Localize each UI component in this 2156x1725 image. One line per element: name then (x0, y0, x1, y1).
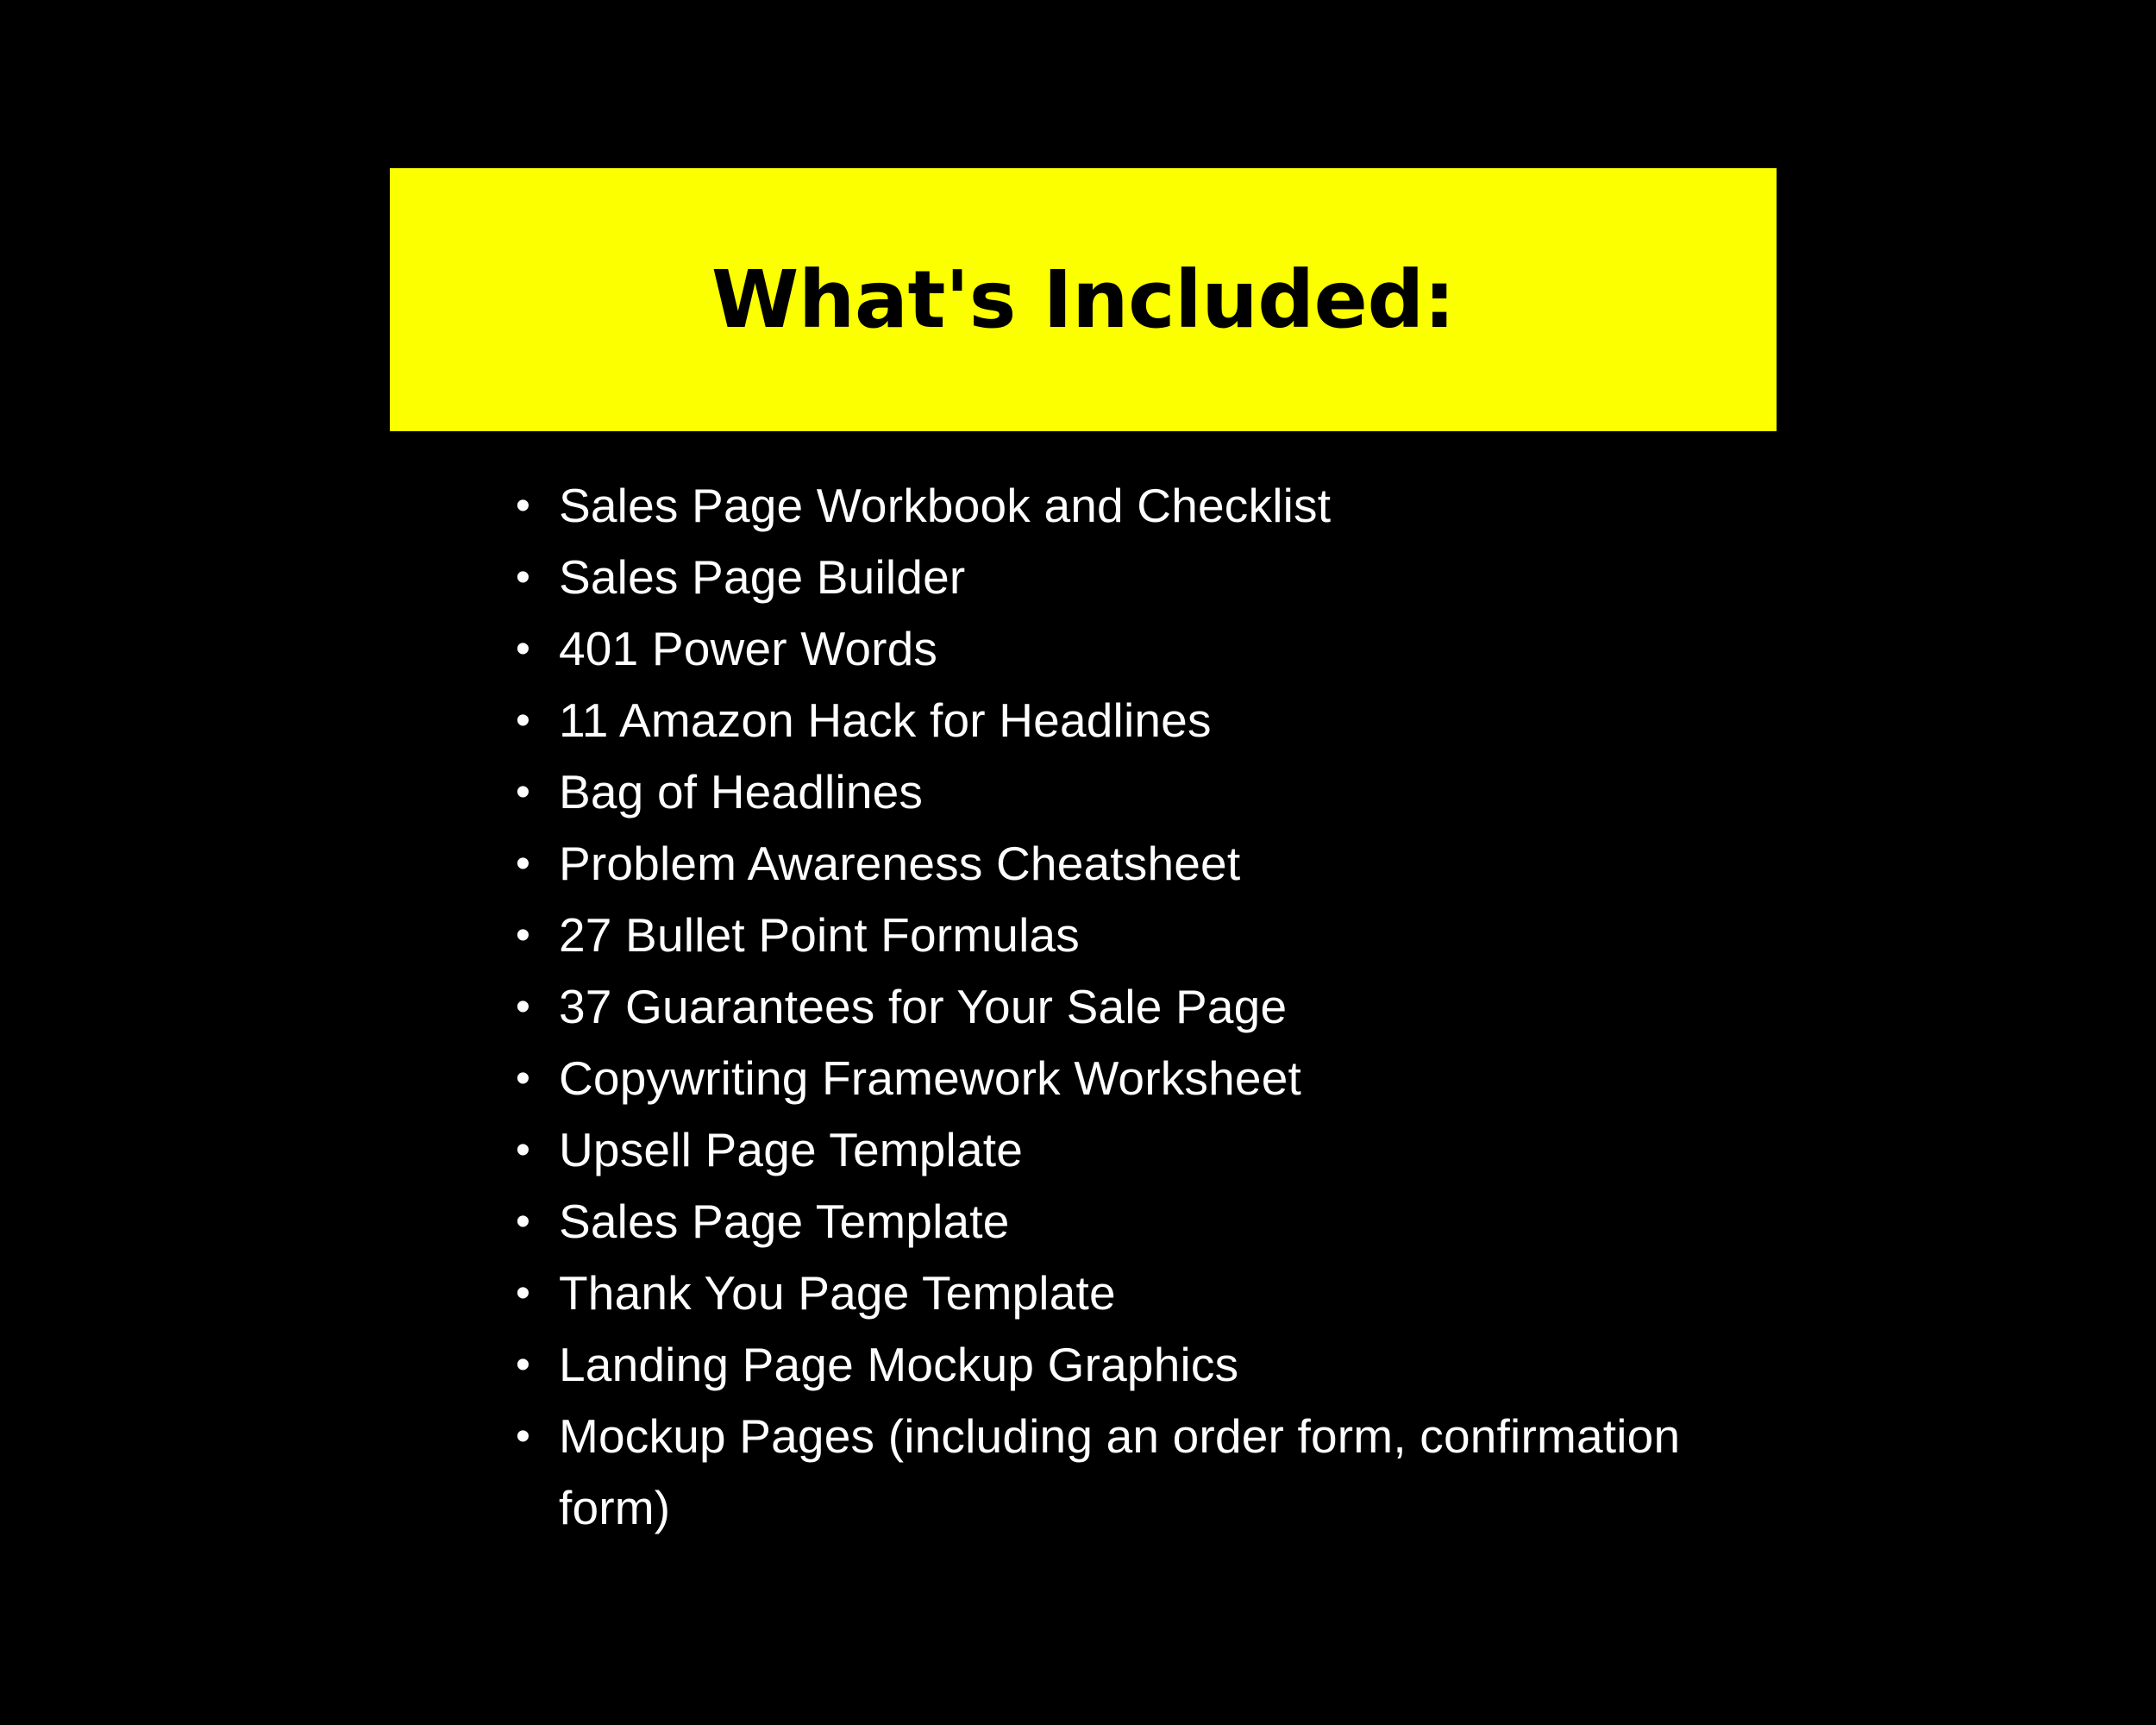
list-item (509, 756, 1802, 828)
list-item (509, 470, 1802, 542)
list-item-label: Bag of Headlines (559, 765, 924, 819)
list-item-label: 11 Amazon Hack for Headlines (559, 693, 1212, 747)
list-item (509, 1401, 1802, 1544)
bullet-icon: • (516, 769, 531, 815)
list-item (509, 542, 1802, 613)
bullet-icon: • (516, 913, 531, 958)
bullet-icon: • (516, 984, 531, 1030)
list-item-label: Sales Page Workbook and Checklist (559, 479, 1332, 532)
list-item (509, 1043, 1802, 1114)
bullet-icon: • (516, 1270, 531, 1316)
list-item-label: 401 Power Words (559, 622, 938, 675)
list-item-label: Mockup Pages (including an order form, confirmation form) (559, 1409, 1681, 1534)
list-item (509, 828, 1802, 900)
list-item (509, 613, 1802, 685)
bullet-icon: • (516, 483, 531, 529)
bullet-icon: • (516, 1342, 531, 1388)
list-item (509, 685, 1802, 756)
bullet-icon: • (516, 626, 531, 672)
title-banner (390, 168, 1777, 431)
bullet-icon: • (516, 1056, 531, 1101)
included-list (509, 470, 1802, 1544)
list-item-label: 27 Bullet Point Formulas (559, 908, 1080, 962)
list-item (509, 971, 1802, 1043)
list-item (509, 900, 1802, 971)
list-item-label: Sales Page Template (559, 1195, 1010, 1248)
page-title: What's Included: (711, 253, 1456, 346)
list-item-label: Landing Page Mockup Graphics (559, 1338, 1239, 1391)
included-list-container (509, 470, 1802, 1544)
bullet-icon: • (516, 841, 531, 887)
bullet-icon: • (516, 1127, 531, 1173)
list-item (509, 1114, 1802, 1186)
bullet-icon: • (516, 555, 531, 600)
list-item-label: Problem Awareness Cheatsheet (559, 837, 1241, 890)
list-item (509, 1186, 1802, 1258)
bullet-icon: • (516, 1199, 531, 1245)
list-item (509, 1258, 1802, 1329)
list-item-label: Upsell Page Template (559, 1123, 1024, 1176)
list-item (509, 1329, 1802, 1401)
list-item-label: Copywriting Framework Worksheet (559, 1051, 1301, 1105)
bullet-icon: • (516, 698, 531, 743)
list-item-label: Sales Page Builder (559, 550, 966, 604)
bullet-icon: • (516, 1414, 531, 1459)
list-item-label: Thank You Page Template (559, 1266, 1116, 1320)
list-item-label: 37 Guarantees for Your Sale Page (559, 980, 1288, 1033)
